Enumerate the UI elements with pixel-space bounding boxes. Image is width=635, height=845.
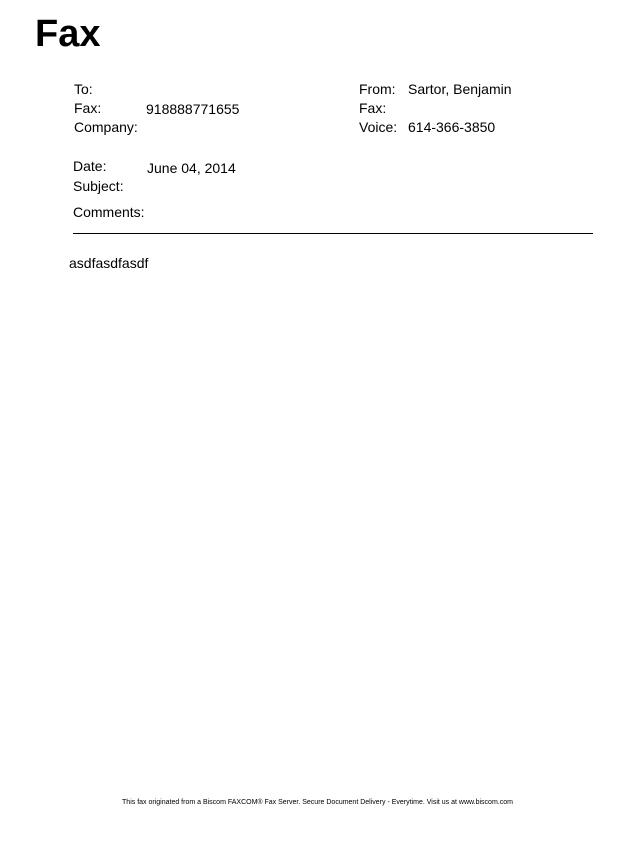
date-label: Date:	[73, 158, 107, 174]
recipient-fax-label: Fax:	[74, 100, 102, 116]
from-label: From:	[359, 81, 396, 97]
recipient-fax-value: 918888771655	[146, 101, 240, 117]
subject-label: Subject:	[73, 178, 124, 194]
voice-label: Voice:	[359, 119, 398, 135]
comments-label: Comments:	[73, 204, 145, 220]
company-label: Company:	[74, 119, 138, 135]
from-value: Sartor, Benjamin	[408, 81, 512, 97]
date-value: June 04, 2014	[147, 160, 236, 176]
page-title: Fax	[35, 13, 101, 55]
sender-fax-label: Fax:	[359, 100, 387, 116]
divider-line	[73, 233, 593, 234]
to-label: To:	[74, 81, 93, 97]
message-body: asdfasdfasdf	[69, 255, 149, 271]
voice-value: 614-366-3850	[408, 119, 496, 135]
footer-note: This fax originated from a Biscom FAXCOM® Fax Server. Secure Document Delivery - Everytime. Visit us at www.biscom.com	[122, 799, 513, 806]
